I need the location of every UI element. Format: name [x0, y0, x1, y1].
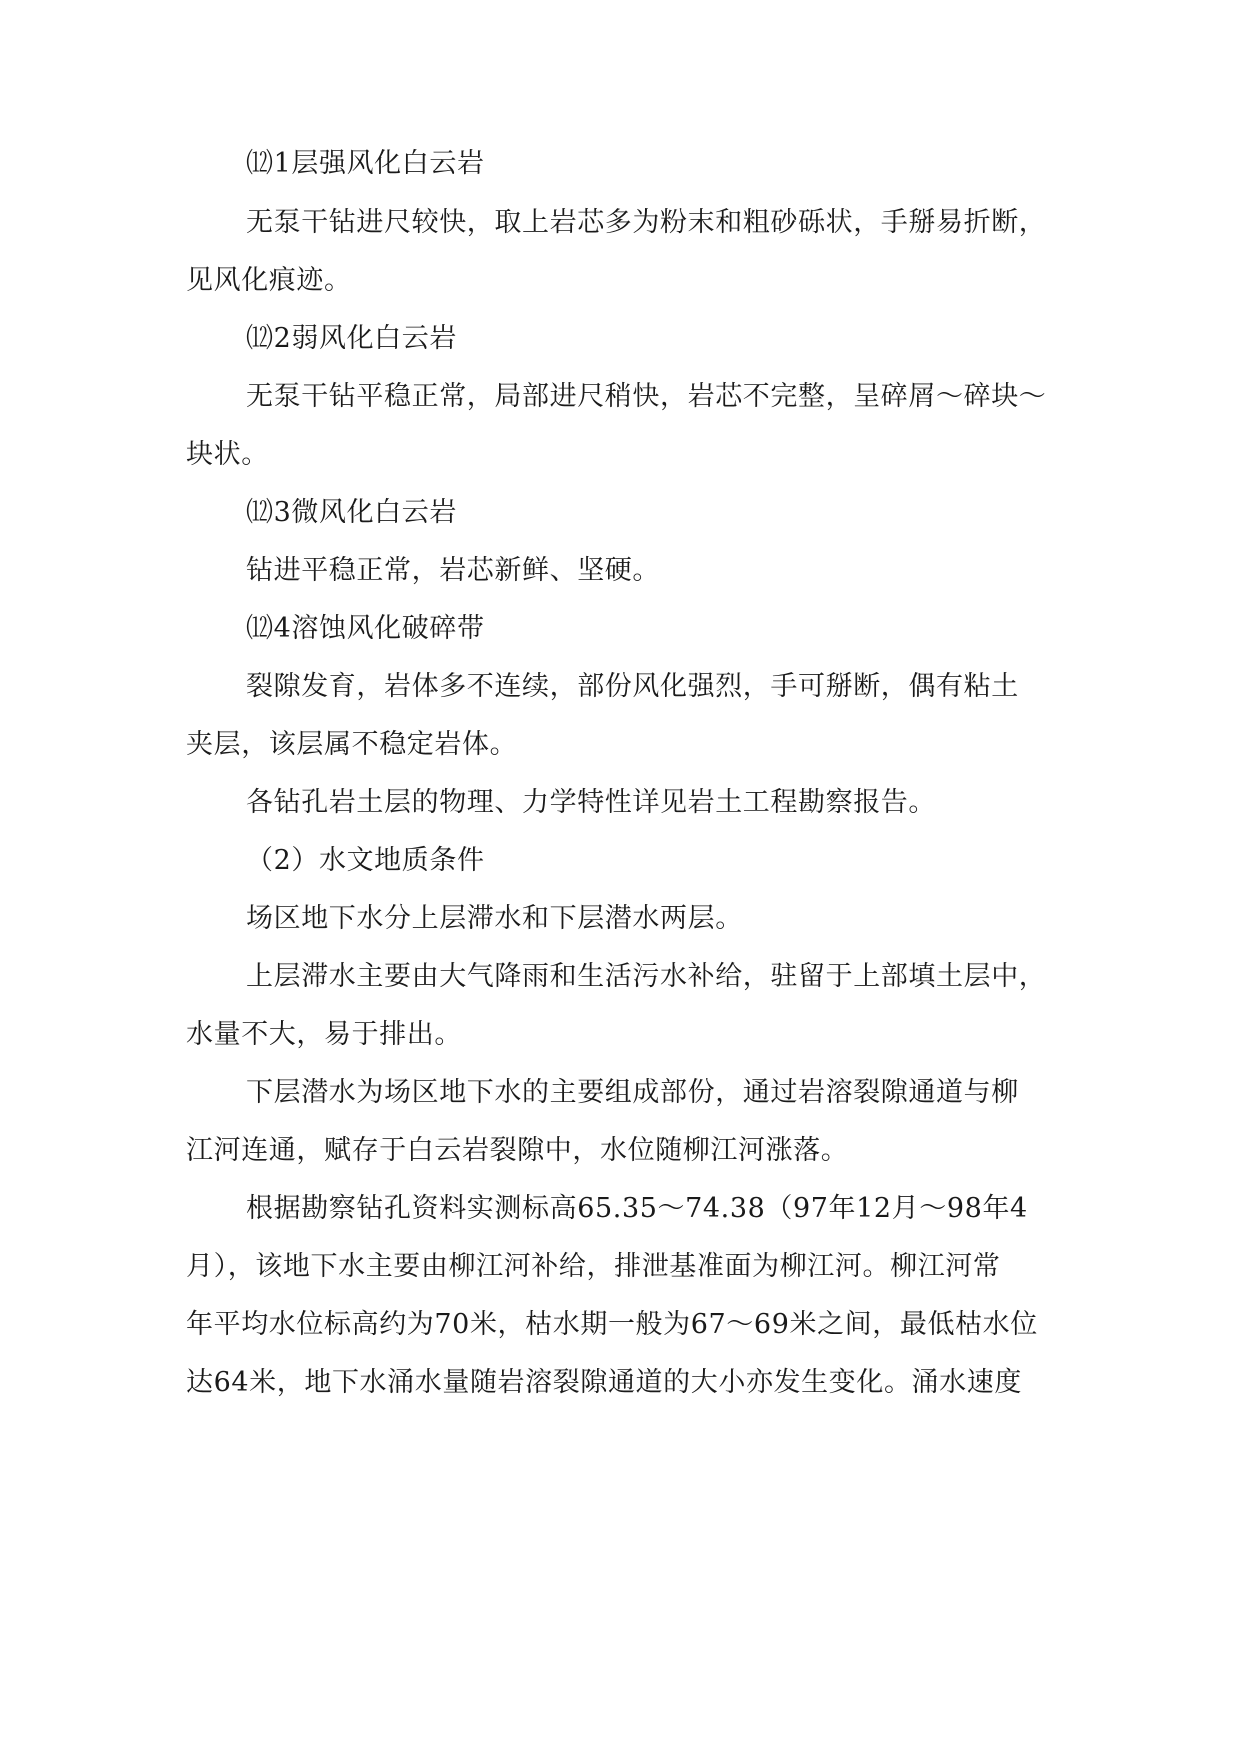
section-heading-hydrogeology: （2）水文地质条件	[246, 845, 485, 876]
paragraph-line: 夹层，该层属不稳定岩体。	[186, 729, 518, 760]
paragraph-line: 无泵干钻平稳正常，局部进尺稍快，岩芯不完整，呈碎屑～碎块～	[246, 381, 1047, 412]
paragraph-line: 场区地下水分上层滞水和下层潜水两层。	[246, 903, 743, 934]
paragraph-line: 上层滞水主要由大气降雨和生活污水补给，驻留于上部填土层中，	[246, 961, 1047, 992]
heading-layer-12-2: ⑿2弱风化白云岩	[246, 323, 457, 354]
paragraph-line: 根据勘察钻孔资料实测标高65.35～74.38（97年12月～98年4	[246, 1193, 1028, 1224]
paragraph-line: 江河连通，赋存于白云岩裂隙中，水位随柳江河涨落。	[186, 1135, 849, 1166]
paragraph-line: 裂隙发育，岩体多不连续，部份风化强烈，手可掰断，偶有粘土	[246, 671, 1019, 702]
paragraph-line: 钻进平稳正常，岩芯新鲜、坚硬。	[246, 555, 660, 586]
paragraph-line: 达64米，地下水涌水量随岩溶裂隙通道的大小亦发生变化。涌水速度	[186, 1367, 1022, 1398]
heading-layer-12-3: ⑿3微风化白云岩	[246, 497, 457, 528]
paragraph-line: 块状。	[186, 439, 269, 470]
heading-layer-12-4: ⑿4溶蚀风化破碎带	[246, 613, 485, 644]
paragraph-line: 年平均水位标高约为70米，枯水期一般为67～69米之间，最低枯水位	[186, 1309, 1038, 1340]
paragraph-line: 见风化痕迹。	[186, 265, 352, 296]
paragraph-line: 下层潜水为场区地下水的主要组成部份，通过岩溶裂隙通道与柳	[246, 1077, 1019, 1108]
paragraph-line: 水量不大，易于排出。	[186, 1019, 462, 1050]
paragraph-line: 月），该地下水主要由柳江河补给，排泄基准面为柳江河。柳江河常	[186, 1251, 1001, 1282]
paragraph-line: 无泵干钻进尺较快，取上岩芯多为粉末和粗砂砾状，手掰易折断，	[246, 207, 1047, 238]
paragraph-line: 各钻孔岩土层的物理、力学特性详见岩土工程勘察报告。	[246, 787, 936, 818]
heading-layer-12-1: ⑿1层强风化白云岩	[246, 148, 485, 179]
